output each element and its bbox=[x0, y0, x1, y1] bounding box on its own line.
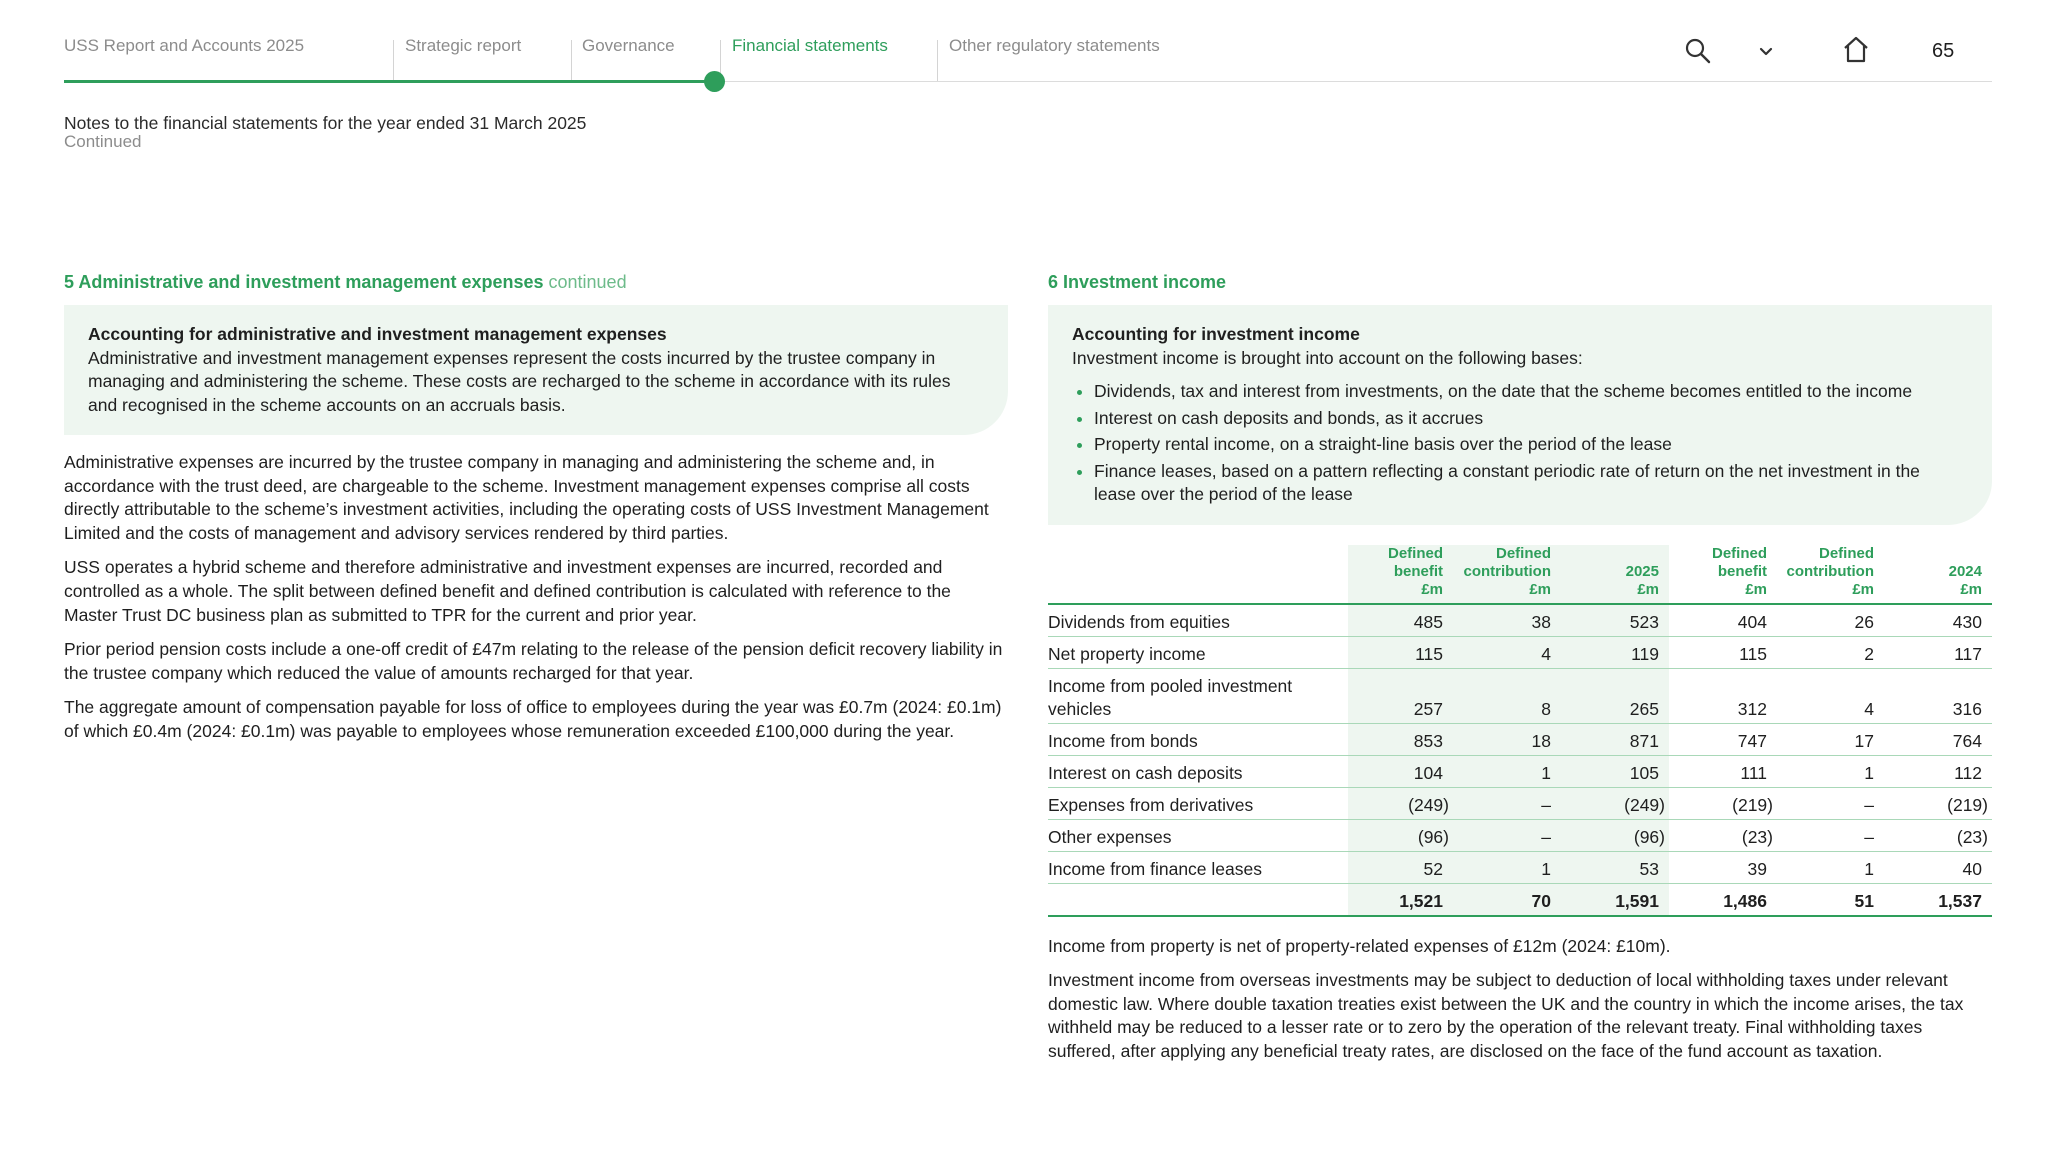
table-cell: 112 bbox=[1884, 755, 1992, 787]
page-subtitle: Continued bbox=[64, 132, 142, 151]
table-cell: – bbox=[1453, 819, 1561, 851]
nav-progress-bar bbox=[64, 80, 714, 83]
table-cell: (249) bbox=[1561, 787, 1669, 819]
row-label: Dividends from equities bbox=[1048, 604, 1348, 637]
section-investment-income bbox=[1048, 272, 1992, 1063]
column-header: Defined contribution £m bbox=[1453, 545, 1561, 604]
list-item: • Property rental income, on a straight-line basis over the period of the lease bbox=[1094, 433, 1968, 457]
table-row bbox=[1048, 604, 1992, 637]
policy-box-title: Accounting for investment income bbox=[1072, 324, 1360, 344]
table-cell: 53 bbox=[1561, 851, 1669, 883]
column-header: 2025 £m bbox=[1561, 545, 1669, 604]
section-heading bbox=[64, 272, 1008, 294]
table-cell: 1,521 bbox=[1348, 883, 1453, 916]
table-row bbox=[1048, 636, 1992, 668]
table-cell: 871 bbox=[1561, 723, 1669, 755]
table-cell: 4 bbox=[1777, 668, 1884, 723]
table-cell: 1,537 bbox=[1884, 883, 1992, 916]
nav-progress-marker bbox=[704, 71, 725, 92]
home-icon bbox=[1840, 34, 1872, 66]
table-cell: 1 bbox=[1777, 755, 1884, 787]
body-paragraph: Income from property is net of property-related expenses of £12m (2024: £10m). bbox=[1048, 935, 1671, 956]
investment-income-table-wrapper bbox=[1048, 545, 1992, 917]
table-cell: 104 bbox=[1348, 755, 1453, 787]
table-cell: 316 bbox=[1884, 668, 1992, 723]
table-cell: 18 bbox=[1453, 723, 1561, 755]
body-paragraph: Administrative expenses are incurred by the trustee company in managing and administering the scheme and, in accordance with the trust deed, are chargeable to the scheme. Investment management expenses comprise all costs directly attributable to the scheme’s investment activities, including the operating costs of USS Investment Management Limited and the costs of management and advisory services rendered by third parties. bbox=[64, 452, 989, 543]
table-cell: (96) bbox=[1348, 819, 1453, 851]
column-header: 2024 £m bbox=[1884, 545, 1992, 604]
table-row bbox=[1048, 755, 1992, 787]
policy-box-title: Accounting for administrative and investment management expenses bbox=[88, 324, 667, 344]
top-navigation bbox=[0, 0, 2048, 90]
dropdown-button[interactable] bbox=[1751, 36, 1781, 66]
body-paragraph: The aggregate amount of compensation payable for loss of office to employees during the year was £0.7m (2024: £0.1m) of which £0.4m (2024: £0.1m) was payable to employees whose remuneration exceeded £100,000 during the year. bbox=[64, 697, 1002, 741]
accounting-policy-box bbox=[1048, 305, 1992, 525]
table-cell: (23) bbox=[1884, 819, 1992, 851]
table-cell: – bbox=[1777, 819, 1884, 851]
chevron-down-icon bbox=[1751, 36, 1781, 66]
column-header: Defined benefit £m bbox=[1348, 545, 1453, 604]
table-row bbox=[1048, 787, 1992, 819]
list-item: • Finance leases, based on a pattern reflecting a constant periodic rate of return on the net investment in the lease over the period of the lease bbox=[1094, 460, 1968, 507]
table-cell: 523 bbox=[1561, 604, 1669, 637]
body-paragraph: USS operates a hybrid scheme and therefore administrative and investment expenses are incurred, recorded and controlled as a whole. The split between defined benefit and defined contribution is calculated with reference to the Master Trust DC business plan as submitted to TPR for the current and prior year. bbox=[64, 557, 951, 625]
row-label: Interest on cash deposits bbox=[1048, 755, 1348, 787]
table-cell: 17 bbox=[1777, 723, 1884, 755]
table-cell: 38 bbox=[1453, 604, 1561, 637]
table-cell: – bbox=[1777, 787, 1884, 819]
table-cell: 747 bbox=[1669, 723, 1777, 755]
column-header: Defined contribution £m bbox=[1777, 545, 1884, 604]
table-cell: 404 bbox=[1669, 604, 1777, 637]
table-cell: 52 bbox=[1348, 851, 1453, 883]
policy-box-intro: Investment income is brought into account on the following bases: bbox=[1072, 347, 1583, 368]
table-cell: 764 bbox=[1884, 723, 1992, 755]
page-title: Notes to the financial statements for the year ended 31 March 2025 bbox=[64, 113, 587, 133]
section-heading bbox=[1048, 272, 1992, 294]
table-row bbox=[1048, 819, 1992, 851]
body-paragraph: Prior period pension costs include a one-off credit of £47m relating to the release of the pension deficit recovery liability in the trustee company which reduced the value of amounts recharged for that year. bbox=[64, 639, 1003, 683]
table-cell: 265 bbox=[1561, 668, 1669, 723]
table-cell: 1 bbox=[1453, 755, 1561, 787]
table-cell: 312 bbox=[1669, 668, 1777, 723]
table-cell: 26 bbox=[1777, 604, 1884, 637]
table-cell: 111 bbox=[1669, 755, 1777, 787]
row-label: Expenses from derivatives bbox=[1048, 787, 1348, 819]
table-cell: 119 bbox=[1561, 636, 1669, 668]
table-cell: 1 bbox=[1453, 851, 1561, 883]
row-label: Income from finance leases bbox=[1048, 851, 1348, 883]
section-heading-text: 6 Investment income bbox=[1048, 272, 1227, 292]
table-cell: 430 bbox=[1884, 604, 1992, 637]
table-cell: (249) bbox=[1348, 787, 1453, 819]
table-cell: (23) bbox=[1669, 819, 1777, 851]
table-total-row bbox=[1048, 883, 1992, 916]
nav-item-other-regulatory-statements[interactable]: Other regulatory statements bbox=[949, 36, 1160, 55]
search-icon bbox=[1683, 36, 1713, 66]
nav-separator bbox=[393, 40, 394, 82]
nav-item-report-title[interactable]: USS Report and Accounts 2025 bbox=[64, 36, 305, 55]
section-admin-expenses bbox=[64, 272, 1008, 744]
table-cell: 70 bbox=[1453, 883, 1561, 916]
row-label: Net property income bbox=[1048, 636, 1348, 668]
section-heading-suffix: continued bbox=[548, 272, 627, 292]
accounting-policy-box bbox=[64, 305, 1008, 435]
table-cell: 2 bbox=[1777, 636, 1884, 668]
search-button[interactable] bbox=[1683, 36, 1713, 66]
table-cell: 1,591 bbox=[1561, 883, 1669, 916]
page-number: 65 bbox=[1932, 40, 1955, 62]
section-heading-text: 5 Administrative and investment management expenses bbox=[64, 272, 544, 292]
nav-item-strategic-report[interactable]: Strategic report bbox=[405, 36, 522, 55]
row-label: Other expenses bbox=[1048, 819, 1348, 851]
table-cell: (219) bbox=[1884, 787, 1992, 819]
row-label: Income from pooled investment vehicles bbox=[1048, 668, 1348, 723]
table-cell: 257 bbox=[1348, 668, 1453, 723]
table-cell: 115 bbox=[1348, 636, 1453, 668]
nav-separator bbox=[571, 40, 572, 82]
table-row bbox=[1048, 851, 1992, 883]
table-cell: 1,486 bbox=[1669, 883, 1777, 916]
table-cell: 4 bbox=[1453, 636, 1561, 668]
table-cell: 115 bbox=[1669, 636, 1777, 668]
row-label bbox=[1048, 883, 1348, 916]
table-row bbox=[1048, 668, 1992, 723]
table-cell: (96) bbox=[1561, 819, 1669, 851]
table-cell: 105 bbox=[1561, 755, 1669, 787]
nav-item-financial-statements[interactable]: Financial statements bbox=[732, 36, 888, 55]
column-header: Defined benefit £m bbox=[1669, 545, 1777, 604]
list-item: • Interest on cash deposits and bonds, as it accrues bbox=[1094, 407, 1968, 431]
table-cell: 40 bbox=[1884, 851, 1992, 883]
policy-bullet-list bbox=[1072, 380, 1968, 507]
table-row bbox=[1048, 723, 1992, 755]
table-cell: 117 bbox=[1884, 636, 1992, 668]
table-cell: – bbox=[1453, 787, 1561, 819]
policy-box-text: Administrative and investment management expenses represent the costs incurred by the trustee company in managing and administering the scheme. These costs are recharged to the scheme in accordance with its rules and recognised in the scheme accounts on an accruals basis. bbox=[88, 347, 951, 415]
table-cell: 1 bbox=[1777, 851, 1884, 883]
row-label: Income from bonds bbox=[1048, 723, 1348, 755]
list-item: • Dividends, tax and interest from investments, on the date that the scheme becomes entitled to the income bbox=[1094, 380, 1968, 404]
investment-income-table bbox=[1048, 545, 1992, 917]
nav-item-governance[interactable]: Governance bbox=[582, 36, 675, 55]
table-cell: 39 bbox=[1669, 851, 1777, 883]
nav-separator bbox=[937, 40, 938, 82]
table-cell: 8 bbox=[1453, 668, 1561, 723]
table-cell: 853 bbox=[1348, 723, 1453, 755]
column-header-label bbox=[1048, 545, 1348, 604]
table-cell: (219) bbox=[1669, 787, 1777, 819]
table-cell: 485 bbox=[1348, 604, 1453, 637]
table-cell: 51 bbox=[1777, 883, 1884, 916]
table-header-row bbox=[1048, 545, 1992, 604]
body-paragraph: Investment income from overseas investments may be subject to deduction of local withholding taxes under relevant domestic law. Where double taxation treaties exist between the UK and the country in which the income arises, the tax withheld may be reduced to a lesser rate or to zero by the operation of the relevant treaty. Final withholding taxes suffered, after applying any beneficial treaty rates, are disclosed on the face of the fund account as taxation. bbox=[1048, 970, 1964, 1061]
home-button[interactable] bbox=[1840, 34, 1870, 64]
